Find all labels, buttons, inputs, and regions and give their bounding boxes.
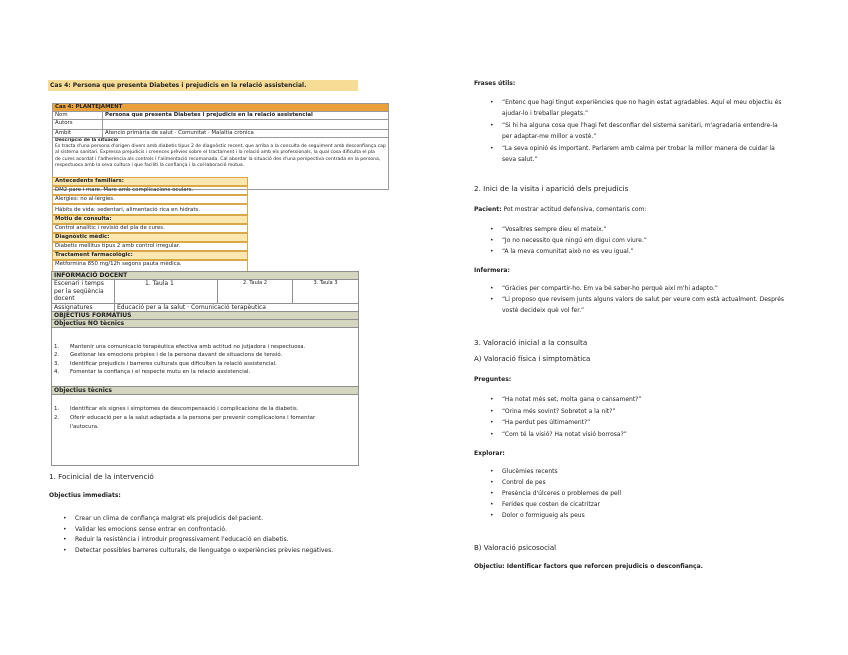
- description-label: Descripció de la situació: [55, 138, 119, 143]
- section-2-heading: 2. Inici de la visita i aparició dels prejudicis: [474, 184, 629, 193]
- list-item: • Control de pes: [484, 477, 794, 488]
- objective-item: l'autocura.: [70, 423, 99, 430]
- section-3a-heading: A) Valoració física i simptomàtica: [474, 355, 591, 363]
- description-line: al sistema sanitari. Expressa prejudicis i creences prèvies sobre el tractament i la relació amb els professionals, la qual cosa dificulta el pla: [55, 150, 375, 156]
- list-item: • Glucèmies recents: [484, 466, 794, 477]
- nurse-label: Infermera:: [474, 267, 510, 274]
- case-title: Cas 4: Persona que presenta Diabetes i prejudicis en la relació assistencial.: [48, 80, 358, 91]
- row-label: Autors: [53, 120, 103, 130]
- explore-list: [484, 466, 794, 521]
- questions-label: Preguntes:: [474, 376, 512, 383]
- list-item: • Dolor o formigueig als peus: [484, 510, 794, 521]
- non-technical-header: Objectius NO tècnics: [52, 319, 359, 327]
- useful-phrases-list: [484, 97, 794, 165]
- patient-label: Pacient:: [474, 206, 502, 213]
- antecedents-label: Diagnòstic mèdic:: [52, 233, 248, 242]
- list-item: • “Vosaltres sempre dieu el mateix.”: [484, 224, 794, 235]
- objective-item: 2. Oferir educació per a la salut adaptada a la persona per prevenir complicacions i fomentar: [54, 414, 316, 421]
- objective-item: 4. Fomentar la confiança i el respecte mutu en la relació assistencial.: [54, 369, 251, 375]
- objective-item: 2. Gestionar les emocions pròpies i de la persona davant de situacions de tensió.: [54, 352, 283, 358]
- antecedents-title: Antecedents familiars:: [52, 177, 248, 186]
- row-label: Nom: [53, 112, 103, 120]
- list-item: • “Entenc que hagi tingut experiències que no hagin estat agradables. Aquí el meu objectiu és ajudar-lo i treballar plegats.”: [484, 97, 794, 119]
- teaching-info-table: [51, 271, 359, 466]
- section-3-heading: 3. Valoració inicial a la consulta: [474, 338, 588, 347]
- antecedents-line: Control analític i revisió del pla de cures.: [52, 224, 248, 233]
- scenario-step: 3. Taula 3: [293, 280, 359, 304]
- row-label: Àmbit: [53, 130, 103, 138]
- antecedents-line: Diabetis mellitus tipus 2 amb control irregular.: [52, 242, 248, 251]
- list-item: • “La seva opinió és important. Parlarem amb calma per trobar la millor manera de cuidar la seva salut.”: [484, 143, 794, 165]
- list-item: • “Ha notat més set, molta gana o cansament?”: [484, 394, 794, 406]
- list-item: • “Si hi ha alguna cosa que l'hagi fet desconfiar del sistema sanitari, m'agradaria entendre-la per adaptar-me millor a vostè.”: [484, 120, 794, 142]
- antecedents-line: Metformina 850 mg/12h segons pauta mèdica.: [52, 260, 248, 276]
- list-item: • “Li proposo que revisem junts alguns valors de salut per veure com està actualment. Després vostè decideix què vol fer.”: [484, 294, 794, 316]
- subjects-label: Assignatures: [52, 303, 115, 311]
- objective-item: 1. Identificar els signes i símptomes de descompensació i complicacions de la diabetis.: [54, 405, 299, 412]
- list-item: • Crear un clima de confiança malgrat els prejudicis del pacient.: [57, 514, 387, 525]
- row-value: [103, 120, 389, 130]
- nurse-list: [484, 283, 794, 316]
- description-line: de cures acordat i l'adherència als controls i l'alimentació recomanada. Cal abordar la situació des d'una perspectiva centrada en la persona,: [55, 156, 381, 162]
- scenario-step: 2. Taula 2: [218, 280, 293, 304]
- antecedents-line: DM2 pare i mare. Mare amb complicacions oculars.: [52, 186, 248, 195]
- antecedents-line: Alergies: no al·lèrgies.: [52, 195, 248, 204]
- list-item: • “Ha perdut pes últimament?”: [484, 417, 794, 429]
- list-item: • Ferides que costen de cicatritzar: [484, 499, 794, 510]
- list-item: • “Orina més sovint? Sobretot a la nit?”: [484, 406, 794, 418]
- description-line: Es tracta d'una persona d'origen divers amb diabetis tipus 2 de diagnòstic recent, que arriba a la consulta de seguiment amb desconfiança cap: [55, 144, 386, 150]
- list-item: • Detectar possibles barreres culturals, de llenguatge o experiències prèvies negatives.: [57, 546, 387, 557]
- antecedents-line: Hàbits de vida: sedentari, alimentació rica en hidrats.: [52, 204, 248, 215]
- technical-header: Objectius tècnics: [52, 386, 359, 394]
- explore-label: Explorar:: [474, 450, 505, 457]
- list-item: • “Gràcies per compartir-ho. Em va bé saber-ho perquè així m'hi adapto.”: [484, 283, 794, 294]
- objective-text: Objectiu: Identificar factors que reforcen prejudicis o desconfiança.: [474, 563, 703, 570]
- section-3b-heading: B) Valoració psicosocial: [474, 544, 557, 552]
- patient-line: [474, 206, 646, 214]
- row-value: Atenció primària de salut · Comunitat · Malaltia crònica: [103, 130, 389, 138]
- scenario-label: Escenari i temps per la seqüència docent: [52, 280, 115, 304]
- row-value: Persona que presenta Diabetes i prejudicis en la relació assistencial: [103, 112, 389, 120]
- antecedents-label: Motiu de consulta:: [52, 215, 248, 224]
- section-1-subheading: Objectius immediats:: [49, 492, 121, 499]
- list-item: • Reduir la resistència i introduir progressivament l'educació en diabetis.: [57, 535, 387, 546]
- list-item: • Validar les emocions sense entrar en confrontació.: [57, 525, 387, 536]
- section-1-heading: 1. Focinicial de la intervenció: [49, 472, 154, 481]
- questions-list: [484, 394, 794, 440]
- antecedents-label: Tractament farmacològic:: [52, 251, 248, 260]
- patient-text: Pot mostrar actitud defensiva, comentaris com:: [503, 206, 647, 213]
- objective-item: 3. Identificar prejudicis i barreres culturals que dificulten la relació assistencial.: [54, 360, 277, 367]
- objectives-header: OBJECTIUS FORMATIUS: [52, 311, 359, 319]
- section-1-list: [57, 514, 387, 556]
- teaching-info-header: INFORMACIÓ DOCENT: [52, 272, 359, 280]
- case-summary-header: Cas 4: PLANTEJAMENT: [53, 104, 389, 112]
- description-line: respectuosa amb la seva cultura i que faciliti la confiança i la col·laboració mútua.: [55, 162, 245, 168]
- subjects-value: Educació per a la salut · Comunicació terapèutica: [115, 303, 359, 311]
- useful-phrases-title: Frases útils:: [474, 80, 516, 87]
- objective-item: 1. Mantenir una comunicació terapèutica efectiva amb actitud no jutjadora i respectuosa.: [54, 343, 306, 350]
- list-item: • “Jo no necessito que ningú em digui com viure.”: [484, 235, 794, 246]
- list-item: • “Com té la visió? Ha notat visió borrosa?”: [484, 429, 794, 441]
- scenario-step: 1. Taula 1: [115, 280, 218, 304]
- list-item: • Presència d'úlceres o problemes de pell: [484, 488, 794, 499]
- antecedents-box: [52, 177, 248, 276]
- list-item: • “A la meva comunitat això no es veu igual.”: [484, 246, 794, 257]
- patient-list: [484, 224, 794, 257]
